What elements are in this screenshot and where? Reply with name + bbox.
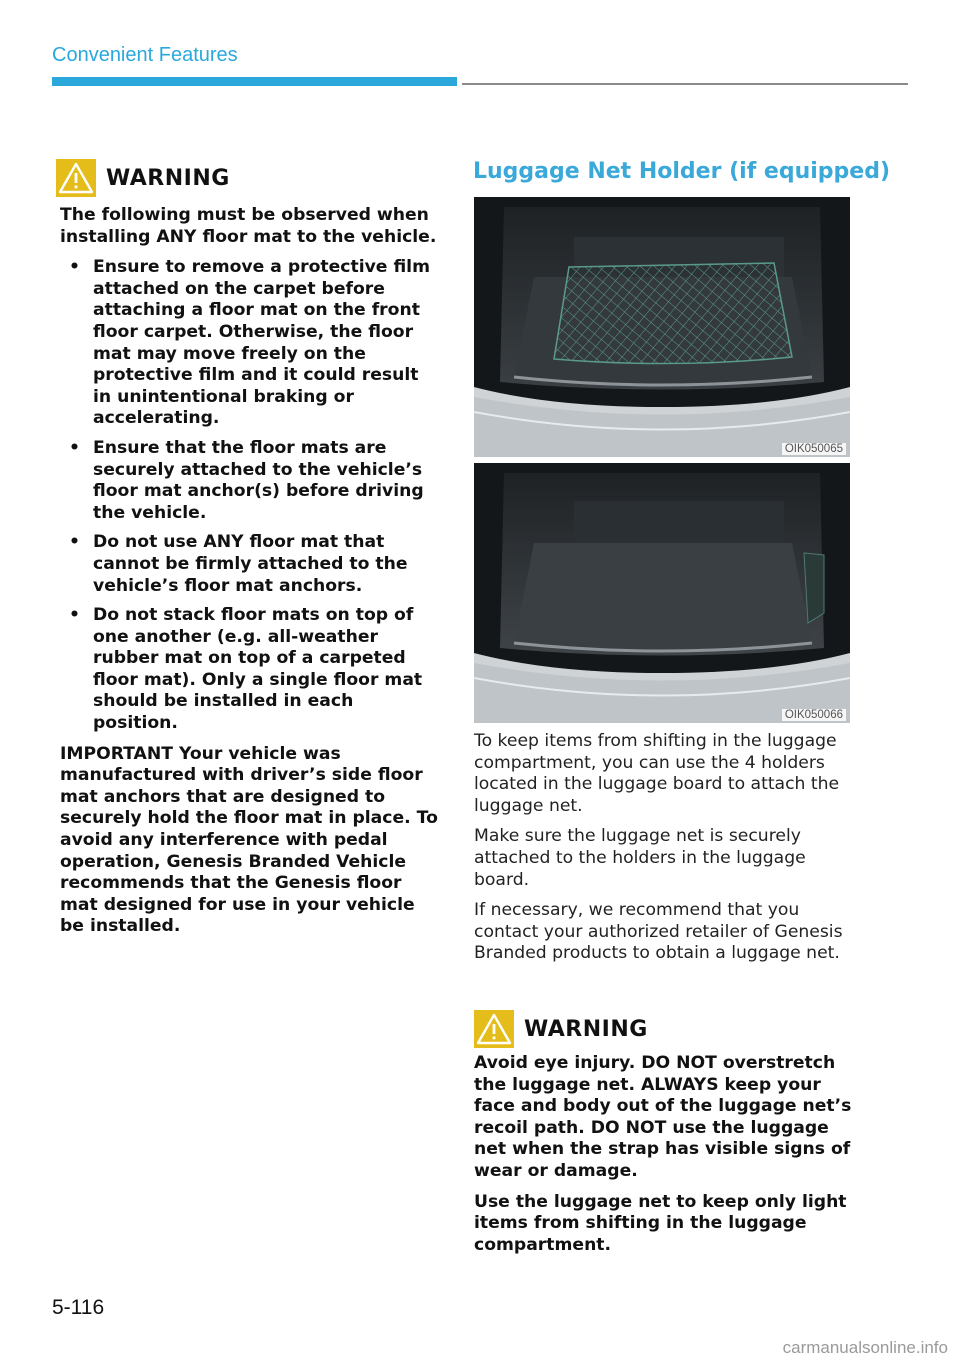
warning-label: WARNING <box>106 165 230 191</box>
trunk-photo-with-net <box>474 197 850 457</box>
warning-paragraph: Use the luggage net to keep only light items from shifting in the luggage compartment. <box>474 1191 847 1255</box>
description-paragraph: Make sure the luggage net is securely attached to the holders in the luggage board. <box>474 826 806 890</box>
important-note: IMPORTANT Your vehicle was manufactured with driver’s side floor mat anchors that are designed to securely hold the floor mat in place. To avoid any interference with pedal operation, Genesis Branded Vehicle recommends that the Genesis floor mat designed for use in your vehicle be installed. <box>60 743 438 937</box>
luggage-net-title: Luggage Net Holder (if equipped) <box>473 159 891 184</box>
warning-bullet-list <box>60 257 438 734</box>
warning-bullet: • Do not use ANY floor mat that cannot be firmly attached to the vehicle’s floor mat anchors. <box>60 532 438 597</box>
warning-header-right <box>474 1010 648 1048</box>
image-code: OIK050065 <box>782 443 846 455</box>
warning-bullet: • Ensure to remove a protective film attached on the carpet before attaching a floor mat on the front floor carpet. Otherwise, the floor mat may move freely on the protective film and it could result in unintentional braking or accelerating. <box>60 257 438 430</box>
warning-icon <box>56 159 96 197</box>
warning-icon <box>474 1010 514 1048</box>
trunk-board-illustration <box>474 463 850 723</box>
description-paragraph: If necessary, we recommend that you contact your authorized retailer of Genesis Branded products to obtain a luggage net. <box>474 900 843 964</box>
watermark: carmanualsonline.info <box>782 1338 948 1357</box>
warning-header-left <box>56 159 230 197</box>
header-bar-rule <box>462 83 908 85</box>
luggage-net-description <box>474 731 852 974</box>
warning-bullet: • Ensure that the floor mats are securely attached to the vehicle’s floor mat anchor(s) before driving the vehicle. <box>60 438 438 524</box>
trunk-photo-without-net <box>474 463 850 723</box>
description-paragraph: To keep items from shifting in the luggage compartment, you can use the 4 holders located in the luggage board to attach the luggage net. <box>474 731 840 816</box>
header-bar-accent <box>52 77 457 86</box>
luggage-net-warning <box>474 1053 852 1265</box>
section-title: Convenient Features <box>52 44 238 66</box>
trunk-net-illustration <box>474 197 850 457</box>
warning-label: WARNING <box>524 1016 648 1042</box>
image-code: OIK050066 <box>782 709 846 721</box>
page-number: 5-116 <box>52 1296 105 1319</box>
floor-mat-warning <box>60 205 438 947</box>
warning-intro: The following must be observed when installing ANY floor mat to the vehicle. <box>60 205 437 247</box>
warning-paragraph: Avoid eye injury. DO NOT overstretch the luggage net. ALWAYS keep your face and body out of the luggage net’s recoil path. DO NOT use the luggage net when the strap has visible signs of wear or damage. <box>474 1053 852 1181</box>
warning-bullet: • Do not stack floor mats on top of one another (e.g. all-weather rubber mat on top of a carpeted floor mat). Only a single floor mat should be installed in each position. <box>60 605 438 735</box>
